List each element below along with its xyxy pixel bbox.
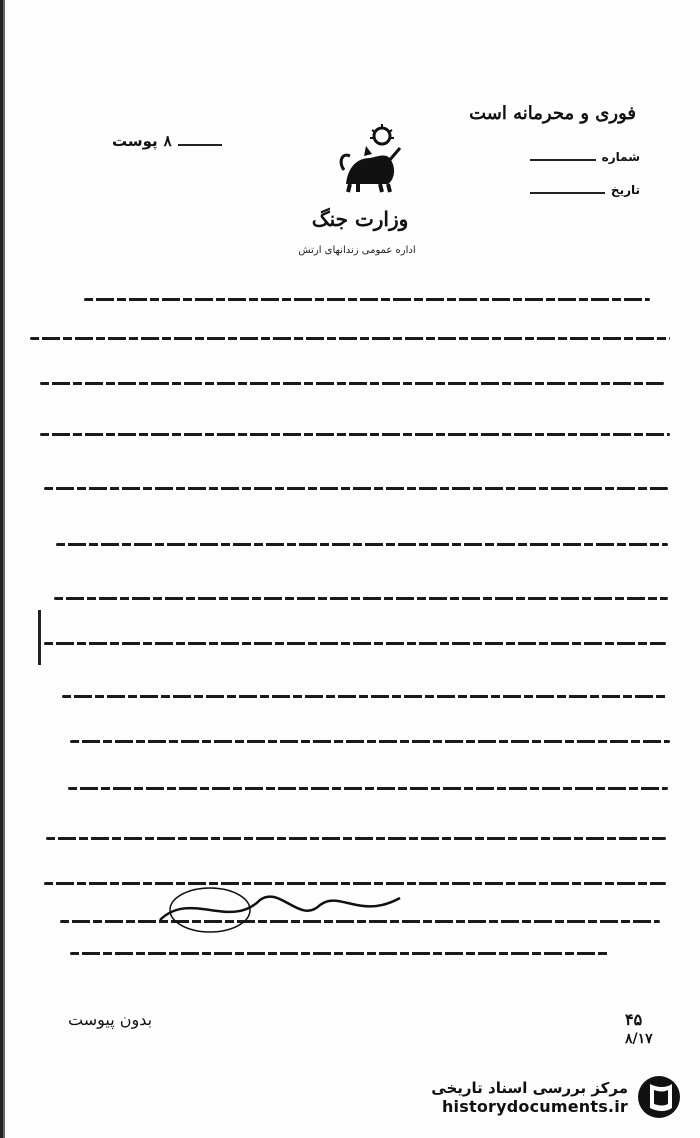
header-note-text: فوری و محرمانه است bbox=[469, 103, 636, 124]
page-number bbox=[112, 132, 222, 150]
reference-date: ۸/۱۷ bbox=[625, 1031, 653, 1047]
reference-number: ۴۵ bbox=[625, 1010, 643, 1029]
handwriting-line bbox=[70, 952, 610, 955]
handwriting-line bbox=[30, 337, 670, 340]
page-number-value: ۸ bbox=[163, 132, 172, 150]
handwriting-line bbox=[44, 487, 668, 490]
handwriting-line bbox=[44, 642, 666, 645]
document-number-rule bbox=[530, 159, 596, 161]
page-number-rule bbox=[178, 144, 222, 146]
handwriting-line bbox=[54, 597, 668, 600]
document-date-rule bbox=[530, 192, 605, 194]
archive-watermark bbox=[431, 1074, 682, 1120]
enclosure-note: بدون پیوست bbox=[68, 1010, 153, 1029]
handwriting-line bbox=[40, 382, 664, 385]
handwriting-line bbox=[70, 740, 670, 743]
document-date-field bbox=[530, 183, 640, 197]
watermark-url: historydocuments.ir bbox=[441, 1096, 628, 1116]
ministry-subtitle: اداره عمومی زندانهای ارتش bbox=[298, 245, 416, 256]
document-number-label: شماره bbox=[601, 150, 640, 164]
watermark-text bbox=[431, 1079, 628, 1116]
document-date-label: تاریخ bbox=[610, 183, 640, 197]
history-documents-logo-icon bbox=[636, 1074, 682, 1120]
lion-and-sun-emblem-icon bbox=[336, 122, 406, 194]
document-header-note bbox=[469, 103, 636, 124]
handwriting-line bbox=[56, 543, 668, 546]
handwritten-signature-icon bbox=[150, 880, 410, 940]
ministry-title: وزارت جنگ bbox=[311, 207, 409, 231]
handwriting-line bbox=[46, 837, 666, 840]
scan-edge bbox=[0, 0, 10, 1138]
margin-bracket bbox=[38, 610, 41, 665]
document-number-field bbox=[530, 150, 640, 164]
document-reference bbox=[625, 1010, 665, 1047]
page-number-label: پوست bbox=[112, 132, 158, 150]
handwriting-line bbox=[68, 787, 668, 790]
handwriting-line bbox=[40, 433, 670, 436]
handwriting-line bbox=[84, 298, 650, 301]
handwriting-line bbox=[62, 695, 668, 698]
watermark-title: مرکز بررسی اسناد تاریخی bbox=[431, 1078, 628, 1097]
